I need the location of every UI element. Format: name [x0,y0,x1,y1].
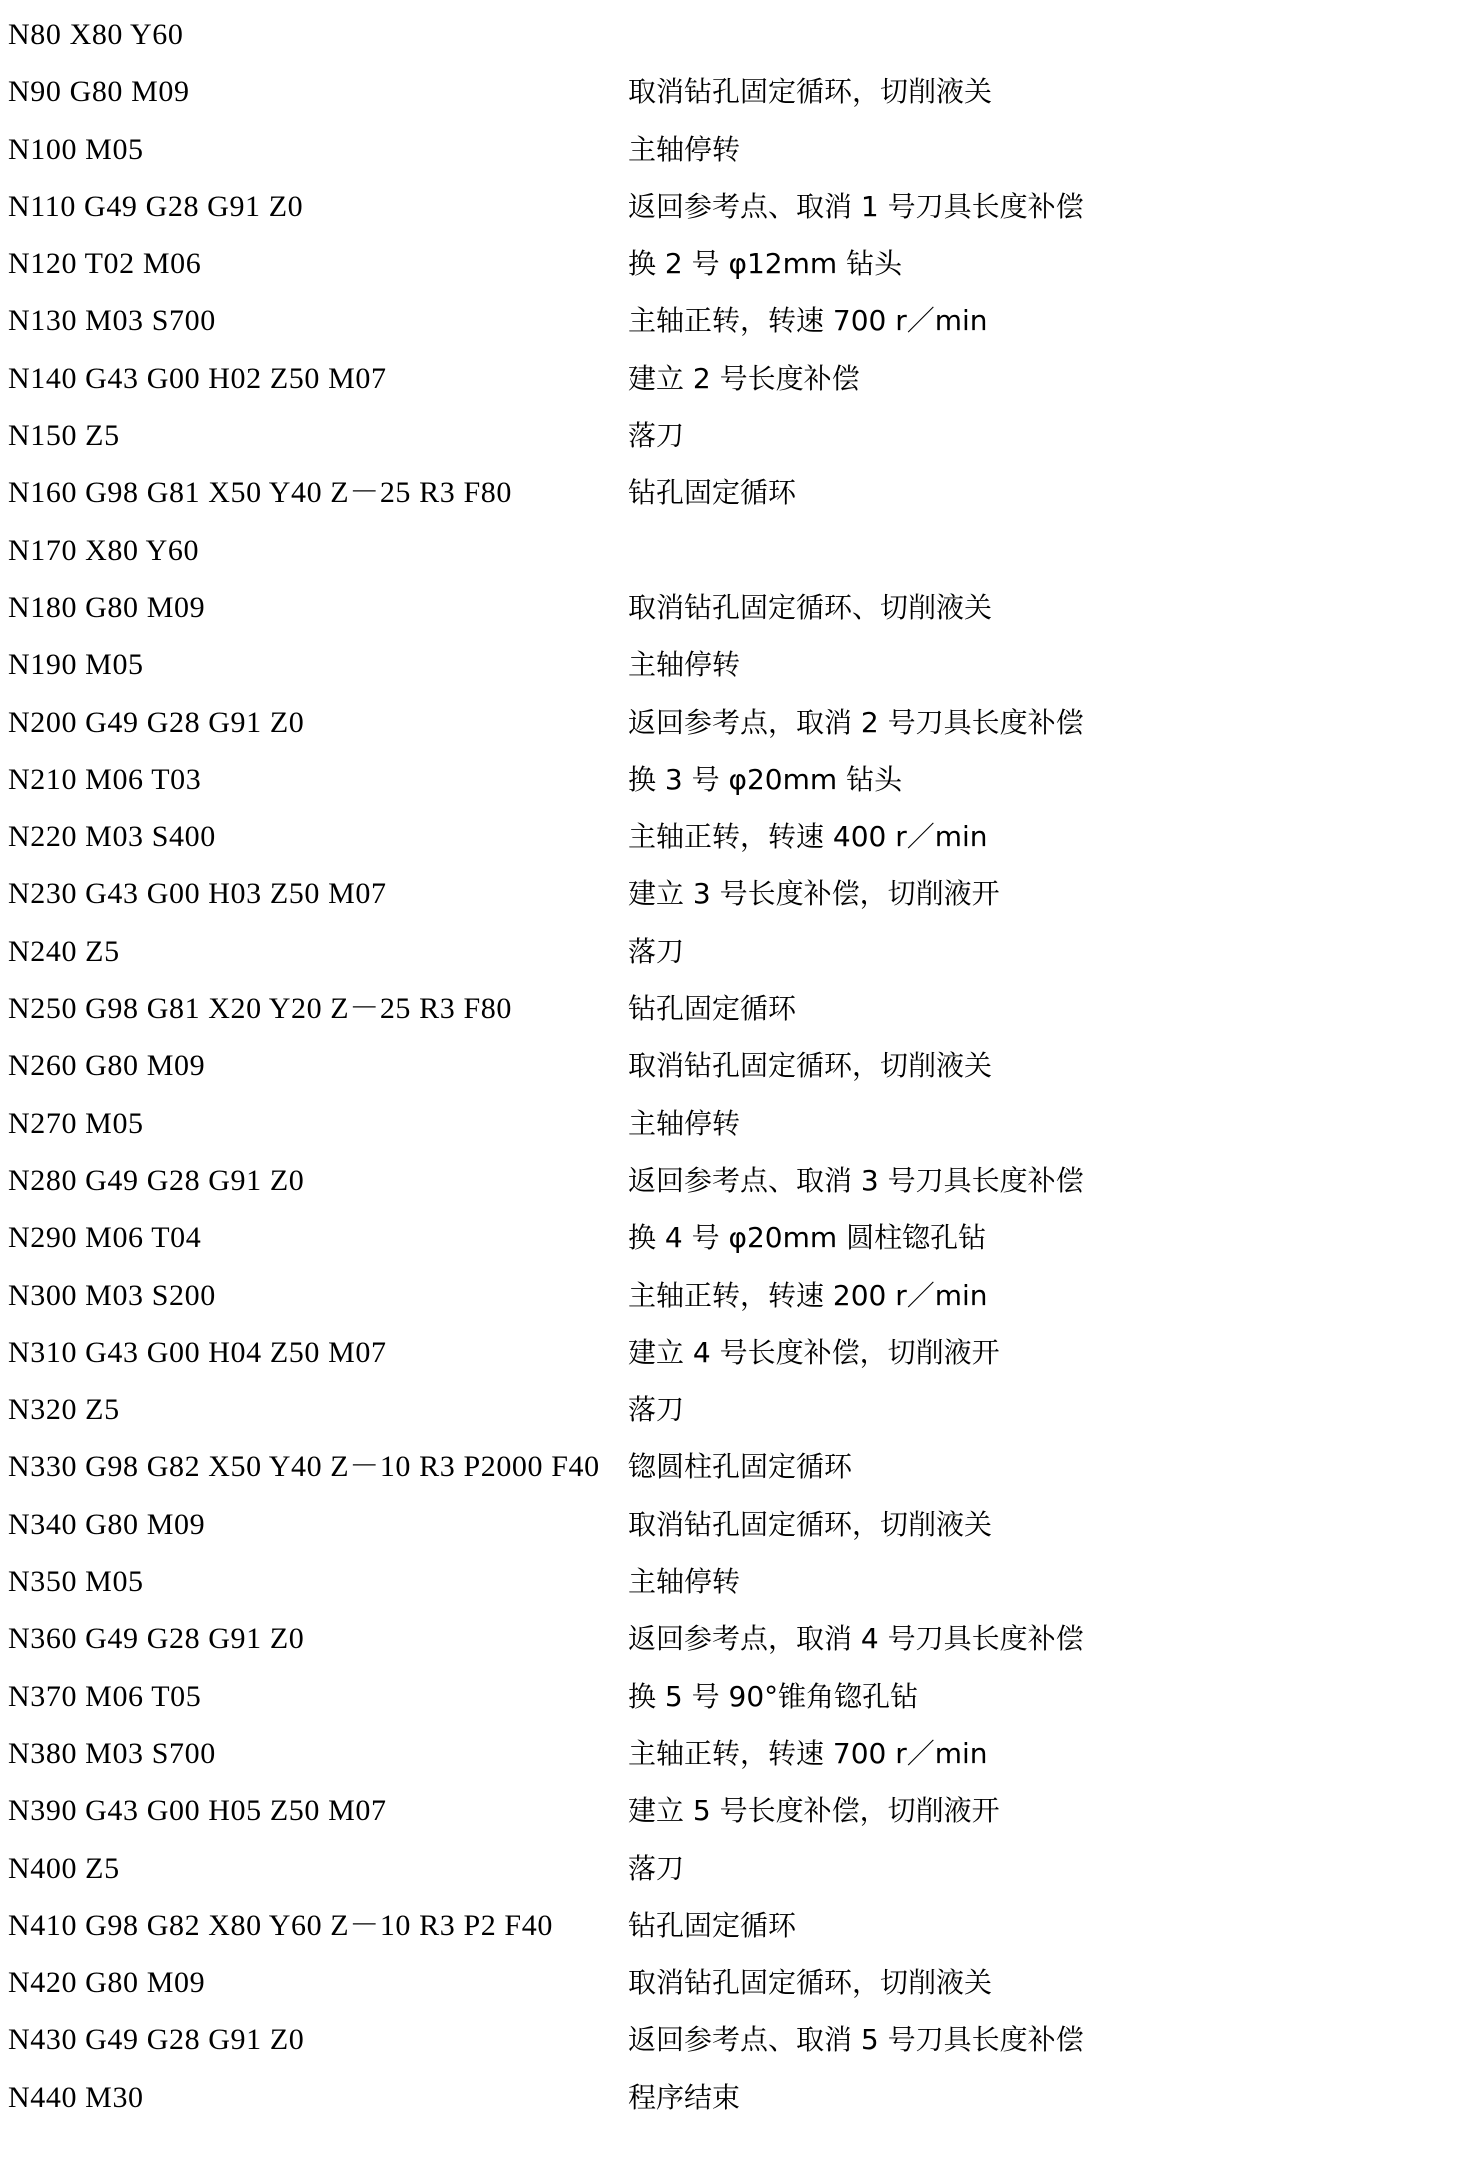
code-text: N380 M03 S700 [8,1736,216,1770]
program-block-code [8,1610,628,1667]
program-block-comment [628,636,1445,693]
comment-text: 换 3 号 φ20mm 钻头 [628,762,903,796]
table-row [8,808,1445,865]
table-row [8,923,1445,980]
table-row [8,350,1445,407]
comment-text: 换 5 号 90°锥角锪孔钻 [628,1679,919,1713]
program-block-comment [628,1897,1445,1954]
table-row [8,522,1445,579]
program-block-code [8,1897,628,1954]
comment-text: 取消钻孔固定循环，切削液关 [628,75,993,109]
code-text: N440 M30 [8,2080,144,2114]
program-block-code [8,1668,628,1725]
table-row [8,636,1445,693]
table-row [8,1897,1445,1954]
program-block-comment [628,1037,1445,1094]
comment-text: 锪圆柱孔固定循环 [628,1450,853,1484]
program-block-comment [628,1496,1445,1553]
table-row [8,292,1445,349]
code-text: N100 M05 [8,132,144,166]
program-block-comment [628,63,1445,120]
code-text: N90 G80 M09 [8,75,190,109]
comment-text: 主轴正转，转速 700 r／min [628,1736,988,1770]
comment-text: 取消钻孔固定循环，切削液关 [628,1966,993,2000]
table-row [8,1438,1445,1495]
program-block-comment [628,178,1445,235]
comment-text: 主轴停转 [628,132,741,166]
table-row [8,235,1445,292]
program-block-code [8,1438,628,1495]
program-block-code [8,980,628,1037]
comment-text: 落刀 [628,419,685,453]
program-block-code [8,808,628,865]
comment-text: 返回参考点，取消 4 号刀具长度补偿 [628,1622,1084,1656]
table-row [8,1324,1445,1381]
comment-text: 建立 2 号长度补偿 [628,361,860,395]
program-block-code [8,1324,628,1381]
code-text: N220 M03 S400 [8,820,216,854]
table-row [8,1553,1445,1610]
code-text: N310 G43 G00 H04 Z50 M07 [8,1335,387,1369]
table-row [8,1610,1445,1667]
program-block-code [8,751,628,808]
code-text: N260 G80 M09 [8,1049,206,1083]
comment-text: 返回参考点、取消 1 号刀具长度补偿 [628,189,1084,223]
comment-text: 主轴停转 [628,648,741,682]
code-text: N270 M05 [8,1106,144,1140]
table-row [8,1496,1445,1553]
code-text: N110 G49 G28 G91 Z0 [8,189,304,223]
table-row [8,2069,1445,2126]
program-block-code [8,1095,628,1152]
code-text: N410 G98 G82 X80 Y60 Z－10 R3 P2 F40 [8,1908,553,1942]
program-block-comment [628,1381,1445,1438]
program-block-code [8,1037,628,1094]
program-block-code [8,1954,628,2011]
program-block-comment [628,464,1445,521]
code-text: N330 G98 G82 X50 Y40 Z－10 R3 P2000 F40 [8,1450,600,1484]
program-block-code [8,350,628,407]
program-block-comment [628,751,1445,808]
comment-text: 程序结束 [628,2080,741,2114]
program-block-code [8,464,628,521]
table-row [8,464,1445,521]
code-text: N390 G43 G00 H05 Z50 M07 [8,1794,387,1828]
comment-text: 落刀 [628,1851,685,1885]
program-block-code [8,1496,628,1553]
code-text: N290 M06 T04 [8,1221,202,1255]
comment-text: 取消钻孔固定循环，切削液关 [628,1507,993,1541]
program-block-code [8,1553,628,1610]
program-block-code [8,1381,628,1438]
program-block-comment [628,808,1445,865]
program-block-comment [628,1840,1445,1897]
program-block-comment [628,1954,1445,2011]
comment-text: 建立 3 号长度补偿，切削液开 [628,877,1000,911]
program-block-comment [628,579,1445,636]
code-text: N200 G49 G28 G91 Z0 [8,705,305,739]
program-block-code [8,1840,628,1897]
program-block-code [8,6,628,63]
program-block-comment [628,2069,1445,2126]
table-row [8,407,1445,464]
table-row [8,1725,1445,1782]
table-row [8,1954,1445,2011]
program-block-comment [628,1152,1445,1209]
table-row [8,751,1445,808]
program-block-comment [628,865,1445,922]
comment-text: 主轴正转，转速 400 r／min [628,820,988,854]
code-text: N320 Z5 [8,1393,120,1427]
table-row [8,178,1445,235]
program-block-code [8,121,628,178]
program-block-comment [628,1095,1445,1152]
code-text: N210 M06 T03 [8,762,202,796]
code-text: N350 M05 [8,1565,144,1599]
table-row [8,579,1445,636]
program-block-comment [628,1324,1445,1381]
comment-text: 返回参考点、取消 5 号刀具长度补偿 [628,2023,1084,2057]
program-block-comment [628,923,1445,980]
program-block-comment [628,694,1445,751]
code-text: N360 G49 G28 G91 Z0 [8,1622,305,1656]
program-rows [8,6,1445,2126]
comment-text: 取消钻孔固定循环、切削液关 [628,590,993,624]
code-text: N300 M03 S200 [8,1278,216,1312]
comment-text: 落刀 [628,1393,685,1427]
code-text: N420 G80 M09 [8,1966,206,2000]
program-block-comment [628,522,1445,579]
code-text: N370 M06 T05 [8,1679,202,1713]
program-block-code [8,407,628,464]
comment-text: 返回参考点，取消 2 号刀具长度补偿 [628,705,1084,739]
program-block-code [8,178,628,235]
comment-text: 钻孔固定循环 [628,476,797,510]
code-text: N250 G98 G81 X20 Y20 Z－25 R3 F80 [8,992,512,1026]
table-row [8,865,1445,922]
program-block-comment [628,1610,1445,1667]
code-text: N80 X80 Y60 [8,18,184,51]
comment-text: 建立 5 号长度补偿，切削液开 [628,1794,1000,1828]
table-row [8,63,1445,120]
table-row [8,1840,1445,1897]
cnc-program-table [8,6,1445,2126]
comment-text: 主轴正转，转速 200 r／min [628,1278,988,1312]
program-block-code [8,1152,628,1209]
comment-text: 建立 4 号长度补偿，切削液开 [628,1335,1000,1369]
program-block-comment [628,407,1445,464]
code-text: N240 Z5 [8,934,120,968]
program-block-comment [628,292,1445,349]
table-row [8,1152,1445,1209]
program-block-comment [628,1267,1445,1324]
table-row [8,694,1445,751]
table-row [8,1037,1445,1094]
code-text: N140 G43 G00 H02 Z50 M07 [8,361,387,395]
program-block-comment [628,1209,1445,1266]
code-text: N430 G49 G28 G91 Z0 [8,2023,305,2057]
program-block-code [8,636,628,693]
comment-text: 钻孔固定循环 [628,1908,797,1942]
program-block-code [8,2069,628,2126]
comment-text: 主轴停转 [628,1106,741,1140]
program-block-comment [628,6,1445,63]
code-text: N130 M03 S700 [8,304,216,338]
code-text: N170 X80 Y60 [8,533,200,567]
code-text: N280 G49 G28 G91 Z0 [8,1163,305,1197]
program-block-code [8,63,628,120]
table-row [8,1267,1445,1324]
program-block-comment [628,2011,1445,2068]
table-row [8,1381,1445,1438]
comment-text: 主轴正转，转速 700 r／min [628,304,988,338]
code-text: N150 Z5 [8,419,120,453]
code-text: N400 Z5 [8,1851,120,1885]
comment-text: 主轴停转 [628,1565,741,1599]
program-block-comment [628,1553,1445,1610]
comment-text: 取消钻孔固定循环，切削液关 [628,1049,993,1083]
comment-text: 返回参考点、取消 3 号刀具长度补偿 [628,1163,1084,1197]
program-block-code [8,1725,628,1782]
program-block-code [8,1209,628,1266]
program-block-code [8,865,628,922]
program-block-comment [628,235,1445,292]
comment-text: 换 4 号 φ20mm 圆柱锪孔钻 [628,1221,987,1255]
program-block-code [8,694,628,751]
table-row [8,980,1445,1037]
program-block-comment [628,1438,1445,1495]
program-block-comment [628,121,1445,178]
table-row [8,1209,1445,1266]
program-block-code [8,235,628,292]
program-block-comment [628,1782,1445,1839]
program-block-code [8,579,628,636]
program-block-comment [628,350,1445,407]
table-row [8,2011,1445,2068]
comment-text: 落刀 [628,934,685,968]
program-block-code [8,923,628,980]
code-text: N190 M05 [8,648,144,682]
program-block-comment [628,1668,1445,1725]
table-row [8,6,1445,63]
program-block-code [8,1782,628,1839]
program-block-comment [628,980,1445,1037]
table-row [8,1095,1445,1152]
program-block-code [8,1267,628,1324]
code-text: N180 G80 M09 [8,590,206,624]
comment-text: 换 2 号 φ12mm 钻头 [628,247,903,281]
code-text: N230 G43 G00 H03 Z50 M07 [8,877,387,911]
table-row [8,121,1445,178]
table-row [8,1668,1445,1725]
comment-text: 钻孔固定循环 [628,992,797,1026]
code-text: N120 T02 M06 [8,247,202,281]
table-row [8,1782,1445,1839]
program-block-code [8,2011,628,2068]
program-block-code [8,522,628,579]
code-text: N160 G98 G81 X50 Y40 Z－25 R3 F80 [8,476,512,510]
program-block-code [8,292,628,349]
code-text: N340 G80 M09 [8,1507,206,1541]
program-block-comment [628,1725,1445,1782]
